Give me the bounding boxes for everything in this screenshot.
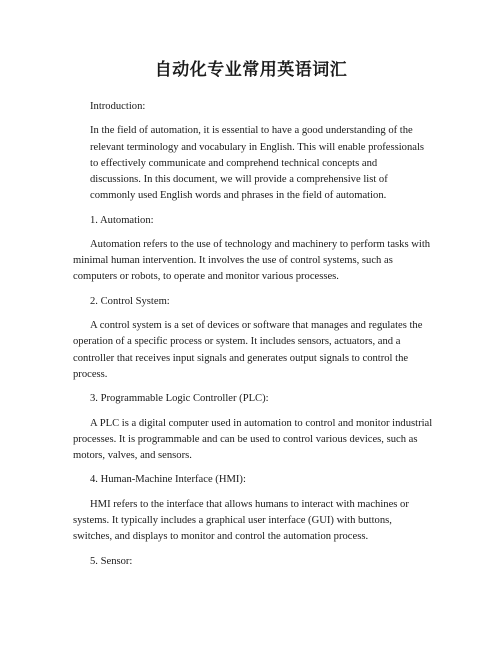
section-body-automation: Automation refers to the use of technology and machinery to perform tasks with minimal human intervention. It involves the use of control systems, such as computers or robots, to operate and monitor various processes. xyxy=(73,238,431,283)
section-heading-control-system: 2. Control System: xyxy=(90,295,170,307)
section-body-plc: A PLC is a digital computer used in automation to control and monitor industrial processes. It is programmable and can be used to control various devices, such as motors, valves, and sensors. xyxy=(73,417,433,461)
intro-paragraph: In the field of automation, it is essential to have a good understanding of the relevant terminology and vocabulary in English. This will enable professionals to effectively communicate and comprehend technical concepts and discussions. In this document, we will provide a comprehensive list of commonly used English words and phrases in the field of automation. xyxy=(90,125,425,202)
section-heading-plc: 3. Programmable Logic Controller (PLC): xyxy=(90,393,269,405)
document-body xyxy=(73,99,433,578)
section-heading-sensor: 5. Sensor: xyxy=(90,555,133,567)
section-body-control-system: A control system is a set of devices or software that manages and regulates the operation of a specific process or system. It includes sensors, actuators, and a controller that receives input signals and generates output signals to control the process. xyxy=(73,320,423,380)
section-heading-automation: 1. Automation: xyxy=(90,214,154,226)
section-heading-hmi: 4. Human-Machine Interface (HMI): xyxy=(90,474,246,486)
document-title: 自动化专业常用英语词汇 xyxy=(154,60,348,80)
intro-label: Introduction: xyxy=(90,101,146,112)
section-body-hmi: HMI refers to the interface that allows humans to interact with machines or systems. It typically includes a graphical user interface (GUI) with buttons, switches, and displays to monitor and control the automation process. xyxy=(73,498,409,543)
